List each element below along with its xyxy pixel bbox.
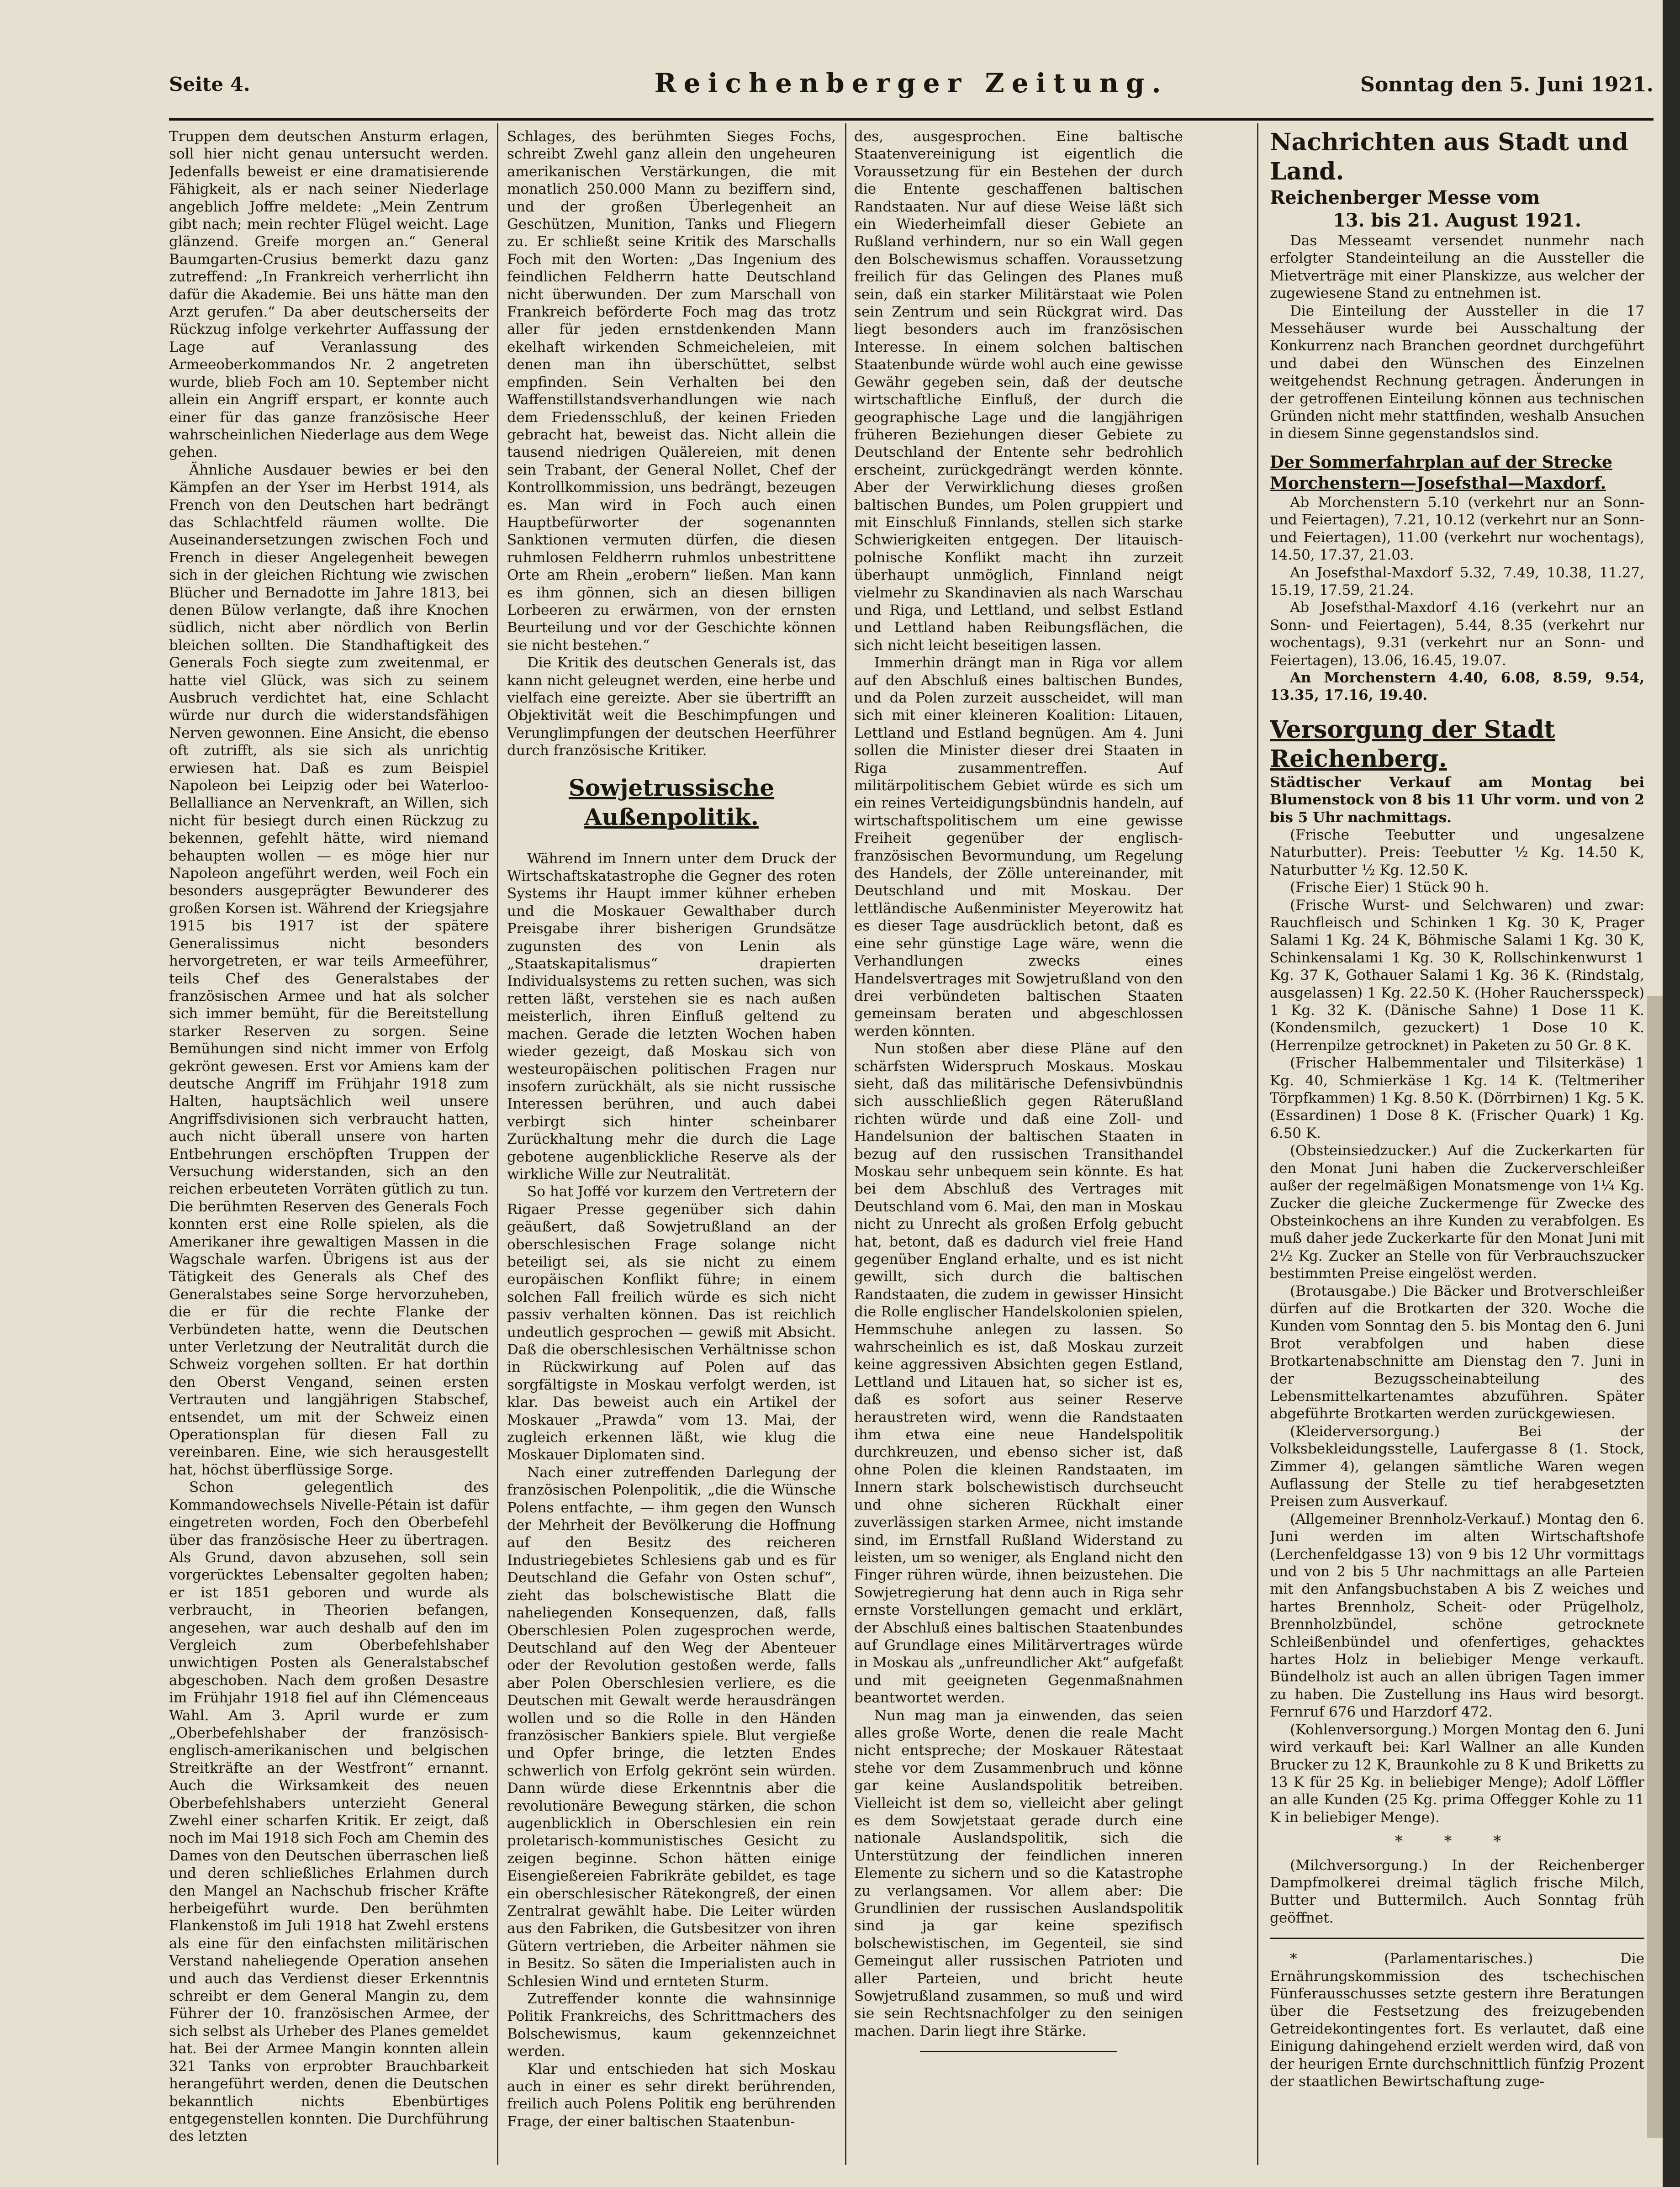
supply-paragraph: (Allgemeiner Brennholz-Verkauf.) Montag den 6. Juni werden im alten Wirtschaftshofe (Lerchenfeldgasse 13) von 9 bis 12 Uhr vormittags und von 2 bis 5 Uhr nachmittags an alle Parteien mit den Anfangsbuchstaben A bis Z weiches und hartes Brennholz, Scheit- oder Prügelholz, Brennholzbündel, schöne getrocknete Schleißenbündel und ofenfertiges, gehacktes hartes Holz in beliebiger Menge verkauft. Bündelholz ist auch an allen übrigen Tagen immer zu haben. Die Zustellung ins Haus wird besorgt. Fernruf 676 und Harzdorf 472. — [1270, 1511, 1644, 1721]
article-paragraph: Nach einer zutreffenden Darlegung der französischen Polenpolitik, „die die Wünsche Polens entfachte, — ihm gegen den Wunsch der Mehrheit der Bevölkerung die Hoffnung auf den Besitz des reicheren Industriegebietes Schlesiens gab und es für Deutschland die Gefahr von Osten schuf“, zieht das bolschewistische Blatt die naheliegenden Konsequenzen, daß, falls Oberschlesien Polen zugesprochen werde, Deutschland auf den Weg der Abenteuer oder der Revolution gestoßen werde, falls aber Polen Oberschlesien verliere, es die Deutschen mit Gewalt werde herausdrängen wollen und so die Rolle in den Händen französischer Bankiers spiele. Blut vergieße und Opfer bringe, die letzten Endes schwerlich von Erfolg gekrönt sein würden. Dann würde diese Erkenntnis aber die revolutionäre Bewegung stärken, die schon augenblicklich in Oberschlesien ein rein proletarisch-kommunistisches Gesicht zu zeigen beginne. Schon hätten einige Eisengießereien Fabrikräte gebildet, es tage ein oberschlesischer Rätekongreß, der einen Zentralrat gewählt habe. Die Leiter würden aus den Fabriken, die Gutsbesitzer von ihren Gütern vertrieben, die Arbeiter nähmen sie in Besitz. So säten die Imperialisten auch in Schlesien Wind und ernteten Sturm. — [507, 1464, 836, 1990]
column-divider — [497, 123, 498, 2165]
supply-paragraph: (Brotausgabe.) Die Bäcker und Brotverschleißer dürfen auf die Brotkarten der 320. Woche die Kunden vom Sonntag den 5. bis Montag den 6. Juni Brot verabfolgen und haben diese Brotkartenabschnitte am Dienstag den 7. Juni in der Bezugsscheinabteilung des Lebensmittelkartenamtes abzuführen. Später abgeführte Brotkarten werden zurückgewiesen. — [1270, 1283, 1644, 1422]
column-4 — [1270, 128, 1644, 2161]
fair-dates: 13. bis 21. August 1921. — [1333, 210, 1581, 231]
article-paragraph: Schlages, des berühmten Sieges Fochs, schreibt Zwehl ganz allein den ungeheuren amerikanischen Verstärkungen, die mit monatlich 250.000 Mann zu beziffern sind, und der großen Überlegenheit an Geschützen, Munition, Tanks und Fliegern zu. Er schließt seine Kritik des Marschalls Foch mit den Worten: „Das Ingenium des feindlichen Feldherrn hatte Deutschland nicht überwunden. Der zum Marschall von Frankreich beförderte Foch mag das trotz aller für jeden ernstdenkenden Mann ekelhaft wirkenden Schmeicheleien, mit denen man ihn überschüttet, selbst empfinden. Sein Verhalten bei den Waffenstillstandsverhandlungen wie nach dem Friedensschluß, der keinen Frieden gebracht hat, beweist das. Nicht allein die tausend niedrigen Quälereien, mit denen sein Trabant, der General Nollet, Chef der Kontrollkommission, uns bedrängt, bezeugen es. Man wird in Foch auch einen Hauptbefürworter der sogenannten Sanktionen vermuten dürfen, die diesen ruhmlosen Feldherrn ruhmlos unbestrittene Orte am Rhein „erobern“ ließen. Man kann es ihm gönnen, sich an diesen billigen Lorbeeren zu erwärmen, von der ernsten Beurteilung und vor der Geschichte können sie nicht bestehen.“ — [507, 128, 836, 654]
scan-edge — [1663, 0, 1680, 2187]
article-headline: Sowjetrussische Außenpolitik. — [568, 774, 775, 830]
supply-paragraph: (Frischer Halbemmentaler und Tilsiterkäse) 1 Kg. 40, Schmierkäse 1 Kg. 14 K. (Teltmeriher Törpfkammen) 1 Kg. 8.50 K. (Dörrbirnen) 1 Kg. 5 K. (Essardinen) 1 Dose 8 K. (Frischer Quark) 1 Kg. 6.50 K. — [1270, 1055, 1644, 1141]
issue-date: Sonntag den 5. Juni 1921. — [1360, 73, 1654, 96]
supply-paragraph: (Obsteinsiedzucker.) Auf die Zuckerkarten für den Monat Juni haben die Zuckerverschleißer außer der regelmäßigen Monatsmenge von 1¼ Kg. Zucker die gleiche Zuckermenge für Zwecke des Obsteinkochens an ihre Kunden zu verabfolgen. Es muß daher jede Zuckerkarte für den Monat Juni mit 2½ Kg. Zucker an Stelle von für Verbrauchszucker bestimmten Preise eingelöst werden. — [1270, 1142, 1644, 1282]
article-paragraph: Die Kritik des deutschen Generals ist, das kann nicht geleugnet werden, eine herbe und vielfach eine gereizte. Aber sie übertrifft an Objektivität weit die Beschimpfungen und Verunglimpfungen der deutschen Heerführer durch französische Kritiker. — [507, 655, 836, 759]
article-paragraph: Truppen dem deutschen Ansturm erlagen, soll hier nicht genau untersucht werden. Jedenfalls beweist er eine dramatisierende Fähigkeit, als er nach seiner Niederlage angeblich Joffre meldete: „Mein Zentrum gibt nach; mein rechter Flügel weicht. Lage glänzend. Greife morgen an.“ General Baumgarten-Crusius bemerkt dazu ganz zutreffend: „In Frankreich verherrlicht ihn dafür die Akademie. Bei uns hätte man den Arzt gerufen.“ Da aber deutscherseits der Rückzug infolge verkehrter Auffassung der Lage auf Veranlassung des Armeeoberkommandos Nr. 2 angetreten wurde, blieb Foch am 10. September nicht allein ein Angriff erspart, er konnte auch einer für das ganze französische Heer wahrscheinlichen Niederlage aus dem Wege gehen. — [169, 128, 489, 461]
article-paragraph: Nun stoßen aber diese Pläne auf den schärfsten Widerspruch Moskaus. Moskau sieht, daß das militärische Defensivbündnis sich ausschließlich gegen Räterußland richten würde und daß eine Zoll- und Handelsunion der baltischen Staaten in bezug auf den russischen Transithandel Moskau sehr unbequem sein könnte. Es hat bei dem Abschluß des Vertrages mit Deutschland vom 6. Mai, den man in Moskau nicht zu Unrecht als großen Erfolg gebucht hat, betont, daß es dadurch viel freie Hand gegenüber England erhalte, und es ist nicht gewillt, sich durch die baltischen Randstaaten, die zudem in gewisser Hinsicht die Rolle englischer Handelskolonien spielen, Hemmschuhe anlegen zu lassen. So wahrscheinlich es ist, daß Moskau zurzeit keine aggressiven Absichten gegen Estland, Lettland und Litauen hat, so sicher ist es, daß es sofort aus seiner Reserve heraustreten wird, wenn die Randstaaten ihm etwa eine neue Handelspolitik durchkreuzen, und ebenso sicher ist, daß ohne Polen die kleinen Randstaaten, im Innern stark bolschewistisch durchseucht und ohne sicheren Rückhalt einer zuverlässigen starken Armee, nicht imstande sind, im Ernstfall Rußland Widerstand zu leisten, um so weniger, als England nicht den Finger rühren würde, ihnen beizustehen. Die Sowjetregierung hat denn auch in Riga sehr ernste Vorstellungen gemacht und erklärt, der Abschluß eines baltischen Staatenbundes auf Grundlage eines Militärvertrages würde in Moskau als „unfreundlicher Akt“ aufgefaßt und mit geeigneten Gegenmaßnahmen beantwortet werden. — [854, 1041, 1183, 1706]
page-header — [169, 64, 1654, 114]
section-heading: Nachrichten aus Stadt und Land. — [1270, 128, 1628, 185]
dairy-paragraph: (Milchversorgung.) In der Reichenberger Dampfmolkerei dreimal täglich frische Milch, Butter und Buttermilch. Auch Sonntag früh geöffnet. — [1270, 1857, 1644, 1926]
fair-heading: Reichenberger Messe vom — [1270, 187, 1540, 208]
article-paragraph: Immerhin drängt man in Riga vor allem auf den Abschluß eines baltischen Bundes, und da Polen zurzeit ausscheidet, will man sich mit einer kleineren Koalition: Litauen, Lettland und Estland begnügen. Am 4. Juni sollen die Minister dieser drei Staaten in Riga zusammentreffen. Auf militärpolitischem Gebiet würde es sich um ein reines Verteidigungsbündnis handeln, auf wirtschaftspolitischem um eine gewisse Freiheit gegenüber der englisch-französischen Bevormundung, um Regelung des Handels, der Zölle untereinander, mit Deutschland und mit Moskau. Der lettländische Außenminister Meyerowitz hat es dieser Tage ausdrücklich betont, daß es eine sehr günstige Lage wäre, wenn die Verhandlungen zwecks eines Handelsvertrages mit Sowjetrußland von den drei verbündeten baltischen Staaten gemeinsam beraten und abgeschlossen werden könnten. — [854, 655, 1183, 1040]
article-paragraph: Schon gelegentlich des Kommandowechsels Nivelle-Pétain ist dafür eingetreten worden, Foch den Oberbefehl über das französische Heer zu übertragen. Als Grund, davon abzusehen, soll sein vorgerücktes Lebensalter gegolten haben; er ist 1851 geboren und wurde als verbraucht, in Theorien befangen, angesehen, war auch deshalb auf den im Vergleich zum Oberbefehlshaber unwichtigen Posten als Generalstabschef abgeschoben. Nach dem großen Desastre im Frühjahr 1918 fiel auf ihn Clémenceaus Wahl. Am 3. April wurde er zum „Oberbefehlshaber der französisch-englisch-amerikanischen und belgischen Streitkräfte an der Westfront“ ernannt. Auch die Wirksamkeit des neuen Oberbefehlshabers unterzieht General Zwehl einer scharfen Kritik. Er zeigt, daß noch im Mai 1918 sich Foch am Chemin des Dames von den Deutschen überraschen ließ und deren schließliches Erlahmen durch den Mangel an Nachschub frischer Kräfte herbeigeführt wurde. Den berühmten Flankenstoß im Juli 1918 hat Zwehl erstens als eine für den einfachsten militärischen Verstand naheliegende Operation ansehen und auch das Verdienst dieser Erkenntnis schreibt er dem General Mangin zu, dem Führer der 10. französischen Armee, der sich selbst als Urheber des Planes gemeldet hat. Bei der Armee Mangin konnten allein 321 Tanks von erprobter Brauchbarkeit herangeführt werden, denen die Deutschen bekanntlich nichts Ebenbürtiges entgegenstellen konnten. Die Durchführung des letzten — [169, 1479, 489, 2145]
supply-subheading: Städtischer Verkauf am Montag bei Blumenstock von 8 bis 11 Uhr vorm. und von 2 bis 5 Uhr nachmittags. — [1270, 774, 1644, 826]
supply-paragraph: (Kleiderversorgung.) Bei der Volksbekleidungsstelle, Laufergasse 8 (1. Stock, Zimmer 4), gelangen sämtliche Waren wegen Auflassung der Stelle zu tief herabgesetzten Preisen zum Ausverkauf. — [1270, 1423, 1644, 1510]
column-divider — [845, 123, 846, 2165]
header-rule — [169, 118, 1654, 121]
article-paragraph: Zutreffender konnte die wahnsinnige Politik Frankreichs, des Schrittmachers des Bolschewismus, kaum gekennzeichnet werden. — [507, 1991, 836, 2060]
section-stars: * * * — [1395, 1832, 1520, 1851]
article-paragraph: Ähnliche Ausdauer bewies er bei den Kämpfen an der Yser im Herbst 1914, als French von den Deutschen hart bedrängt das Schlachtfeld räumen wollte. Die Auseinandersetzungen zwischen Foch und French in dieser Angelegenheit bewegen sich in der gleichen Richtung wie zwischen Blücher und Bernadotte im Jahre 1813, bei denen Bülow verlangte, daß ihre Knochen südlich, nicht aber nördlich von Berlin bleichen sollten. Die Standhaftigkeit des Generals Foch siegte zum zweitenmal, er hatte viel Glück, was sich zu seinem Ausbruch verdichtet hat, eine Schlacht würde nur durch die widerstandsfähigen Nerven gewonnen. Eine Ansicht, die ebenso oft zutrifft, als sie sich als unrichtig erwiesen hat. Daß es zum Beispiel Napoleon bei Leipzig oder bei Waterloo-Bellalliance an Nervenkraft, an Willen, sich nicht für besiegt durch einen Rückzug zu bekennen, gefehlt hätte, wird niemand behaupten wollen — es möge hier nur Napoleon angeführt werden, weil Foch ein besonders ausgeprägter Bewunderer des großen Korsen ist. Während der Kriegsjahre 1915 bis 1917 ist der spätere Generalissimus nicht besonders hervorgetreten, er war teils Armeeführer, teils Chef des Generalstabes der französischen Armee und hat als solcher sich immer bemüht, für die Bereitstellung starker Reserven zu sorgen. Seine Bemühungen sind nicht immer von Erfolg gekrönt gewesen. Erst vor Amiens kam der deutsche Angriff im Frühjahr 1918 zum Halten, hauptsächlich weil unsere Angriffsdivisionen sich verbraucht hatten, auch nicht überall unsere von harten Entbehrungen erschöpften Truppen der Versuchung widerstanden, sich an den reichen erbeuteten Vorräten gütlich zu tun. Die berühmten Reserven des Generals Foch konnten erst eine Rolle spielen, als die Amerikaner ihre gewaltigen Massen in die Wagschale warfen. Übrigens ist aus der Tätigkeit des Generals als Chef des Generalstabes seine Sorge hervorzuheben, die er für die rechte Flanke der Verbündeten hatte, wenn die Deutschen unter Verletzung der Neutralität durch die Schweiz vorgehen sollten. Er hat dorthin den Oberst Vengand, seinen ersten Vertrauten und langjährigen Stabschef, entsendet, um mit der Schweiz einen Operationsplan für diesen Fall zu vereinbaren. Eine, wie sich herausgestellt hat, höchst überflüssige Sorge. — [169, 461, 489, 1478]
newspaper-title: Reichenberger Zeitung. — [654, 68, 1168, 99]
article-paragraph: Klar und entschieden hat sich Moskau auch in einer es sehr direkt berührenden, freilich auch Polens Politik eng berührenden Frage, der einer baltischen Staatenbun- — [507, 2060, 836, 2130]
article-paragraph: So hat Joffé vor kurzem den Vertretern der Rigaer Presse gegenüber sich dahin geäußert, daß Sowjetrußland an der oberschlesischen Frage solange nicht beteiligt sei, als sie nicht zu einem europäischen Konflikt führe; in einem solchen Fall freilich würde es sich nicht passiv verhalten können. Das ist reichlich undeutlich gesprochen — gewiß mit Absicht. Daß die oberschlesischen Verhältnisse schon in Rückwirkung auf Polen auf das sorgfältigste in Moskau verfolgt werden, ist klar. Das beweist auch ein Artikel der Moskauer „Prawda“ vom 13. Mai, der zugleich erkennen läßt, wie klug die Moskauer Diplomaten sind. — [507, 1183, 836, 1463]
column-divider — [1257, 123, 1258, 2165]
news-paragraph: Die Einteilung der Aussteller in die 17 Messehäuser wurde bei Ausschaltung der Konkurrenz nach Branchen geordnet durchgeführt und dabei den Wünschen des Einzelnen weitgehendst Rechnung getragen. Änderungen in der getroffenen Einteilung können aus technischen Gründen nicht mehr stattfinden, weshalb Ansuchen in diesem Sinne gegenstandslos sind. — [1270, 302, 1644, 442]
timetable-line: Ab Morchenstern 5.10 (verkehrt nur an Sonn- und Feiertagen), 7.21, 10.12 (verkehrt nur an Sonn- und Feiertagen), 11.00 (verkehrt nur wochentags), 14.50, 17.37, 21.03. — [1270, 494, 1644, 564]
article-paragraph: des, ausgesprochen. Eine baltische Staatenvereinigung ist eigentlich die Voraussetzung für ein Bestehen der durch die Entente geschaffenen baltischen Randstaaten. Nur auf diese Weise läßt sich ein Wiederheimfall dieser Gebiete an Rußland verhindern, nur so ein Wall gegen den Bolschewismus schaffen. Voraussetzung freilich für das Gelingen des Planes muß sein, daß ein starker Militärstaat wie Polen sein Zentrum und sein Rückgrat wird. Das liegt besonders auch im französischen Interesse. In einem solchen baltischen Staatenbunde würde wohl auch eine gewisse Gewähr gegeben sein, daß der deutsche wirtschaftliche Einfluß, der durch die geographische Lage und die langjährigen früheren Beziehungen dieser Gebiete zu Deutschland der Entente sehr bedrohlich erscheint, zurückgedrängt werden könnte. Aber der Verwirklichung dieses großen baltischen Bundes, um Polen gruppiert und mit Einschluß Finnlands, stellen sich starke Schwierigkeiten entgegen. Der litauisch-polnische Konflikt macht ihn zurzeit überhaupt unmöglich, Finnland neigt vielmehr zu Skandinavien als nach Warschau und Riga, und Lettland, und selbst Estland und Lettland haben Reibungsflächen, die sich nicht leicht beseitigen lassen. — [854, 128, 1183, 654]
timetable-line: An Morchenstern 4.40, 6.08, 8.59, 9.54, 13.35, 17.16, 19.40. — [1270, 669, 1644, 704]
parliament-paragraph: * (Parlamentarisches.) Die Ernährungskommission des tschechischen Fünferausschusses setzte gestern ihre Beratungen über die Festsetzung des freizugebenden Getreidekontingentes fort. Es verlautet, daß eine Einigung dahingehend erzielt werden wird, daß von der heurigen Ernte durchschnittlich fünfzig Prozent der staatlichen Bewirtschaftung zuge- — [1270, 1950, 1644, 2090]
supply-paragraph: (Frische Eier) 1 Stück 90 h. — [1290, 879, 1489, 896]
timetable-line: An Josefsthal-Maxdorf 5.32, 7.49, 10.38, 11.27, 15.19, 17.59, 21.24. — [1270, 564, 1644, 598]
supply-paragraph: (Frische Teebutter und ungesalzene Naturbutter). Preis: Teebutter ½ Kg. 14.50 K, Naturbutter ½ Kg. 12.50 K. — [1270, 826, 1644, 878]
adjacent-page-strip — [1647, 996, 1663, 2138]
supply-heading: Versorgung der Stadt Reichenberg. — [1270, 715, 1555, 773]
column-2 — [507, 128, 836, 2161]
supply-paragraph: (Frische Wurst- und Selchwaren) und zwar: Rauchfleisch und Schinken 1 Kg. 30 K, Prager Salami 1 Kg. 24 K, Böhmische Salami 1 Kg. 30 K, Schinkensalami 1 Kg. 30 K, Rollschinkenwurst 1 Kg. 37 K, Gothauer Salami 1 Kg. 36 K. (Rindstalg, ausgelassen) 1 Kg. 22.50 K. (Hoher Rauchersspeck) 1 Kg. 32 K. (Dänische Sahne) 1 Dose 11 K. (Kondensmilch, gezuckert) 1 Dose 10 K. (Herrenpilze getrocknet) in Paketen zu 50 Gr. 8 K. — [1270, 897, 1644, 1054]
supply-paragraph: (Kohlenversorgung.) Morgen Montag den 6. Juni wird verkauft bei: Karl Wallner an alle Kunden Brucker zu 12 K, Braunkohle zu 8 K und Briketts zu 13 K für 25 Kg. in beliebiger Menge); Adolf Löffler an alle Kunden (25 Kg. prima Offegger Kohle zu 11 K in beliebiger Menge). — [1270, 1721, 1644, 1826]
timetable-line: Ab Josefsthal-Maxdorf 4.16 (verkehrt nur an Sonn- und Feiertagen), 5.44, 8.35 (verkehrt nur wochentags), 9.31 (verkehrt nur an Sonn- und Feiertagen), 13.06, 16.45, 19.07. — [1270, 599, 1644, 669]
section-rule — [1270, 1938, 1644, 1939]
page-number: Seite 4. — [169, 73, 250, 95]
article-end-rule — [920, 2051, 1117, 2052]
article-paragraph: Während im Innern unter dem Druck der Wirtschaftskatastrophe die Gegner des roten Systems ihr Haupt immer kühner erheben und die Moskauer Gewalthaber durch Preisgabe ihrer bisherigen Grundsätze zugunsten des von Lenin als „Staatskapitalismus“ drapierten Individualsystems zu retten suchen, was sich retten läßt, verstehen sie es nach außen meisterlich, ihren Einfluß geltend zu machen. Gerade die letzten Wochen haben wieder gezeigt, daß Moskau sich von westeuropäischen politischen Fragen nur insofern zurückhält, als sie nicht russische Interessen berühren, und auch dabei verbirgt sich hinter scheinbarer Zurückhaltung mehr die durch die Lage gebotene augenblickliche Reserve als der wirkliche Wille zur Neutralität. — [507, 850, 836, 1183]
news-paragraph: Das Messeamt versendet nunmehr nach erfolgter Standeinteilung an die Aussteller die Mietverträge mit einer Planskizze, aus welcher der zugewiesene Stand zu entnehmen ist. — [1270, 232, 1644, 302]
column-1 — [169, 128, 489, 2161]
timetable-heading: Der Sommerfahrplan auf der Strecke Morchenstern—Josefsthal—Maxdorf. — [1270, 452, 1612, 493]
column-3 — [854, 128, 1183, 2161]
article-paragraph: Nun mag man ja einwenden, das seien alles große Worte, denen die reale Macht nicht entspreche; der Moskauer Rätestaat stehe vor dem Zusammenbruch und könne gar keine Auslandspolitik betreiben. Vielleicht ist dem so, vielleicht aber gelingt es dem Sowjetstaat gerade durch eine nationale Auslandspolitik, sich die Unterstützung der feindlichen inneren Elemente zu sichern und so die Katastrophe zu verlangsamen. Vor allem aber: Die Grundlinien der russischen Auslandspolitik sind ja gar keine spezifisch bolschewistischen, im Gegenteil, sie sind Gemeingut aller russischen Patrioten und aller Parteien, und bricht heute Sowjetrußland zusammen, so muß und wird sie sein Rechtsnachfolger zu den seinigen machen. Darin liegt ihre Stärke. — [854, 1707, 1183, 2039]
